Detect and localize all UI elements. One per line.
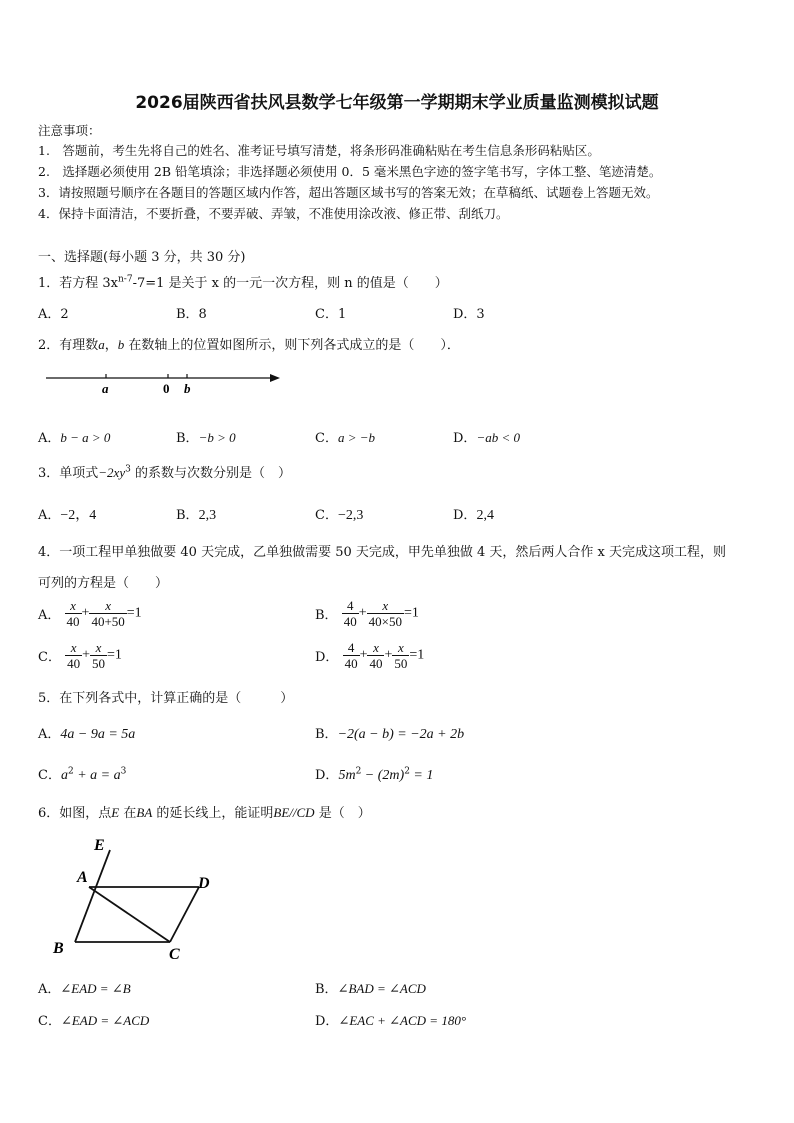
q1-text-b: -7=1 是关于 x 的一元一次方程，则 n 的值是（ ） <box>132 276 448 291</box>
q3-exponent: 3 <box>125 464 131 475</box>
q3-option-d: D．2,4 <box>453 508 494 523</box>
label-D: D <box>198 875 210 892</box>
q5-option-d: D．$5m^2 - (2m)^2 = 1$ <box>315 766 434 783</box>
label-b: b <box>184 381 191 396</box>
label-zero: 0 <box>163 381 170 396</box>
q6-option-c: C．∠EAD = ∠ACD <box>38 1013 150 1029</box>
number-line-arrow <box>270 374 280 382</box>
label-B: B <box>53 940 64 957</box>
q2-var-a: a <box>98 337 105 352</box>
q3-option-a: A．−2，4 <box>38 508 97 523</box>
label-E: E <box>94 837 105 854</box>
question-4-line1: 4．一项工程甲单独做要 40 天完成，乙单独做需要 50 天完成，甲先单独做 4 天，然后两人合作 x 天完成这项工程，则 <box>38 545 727 560</box>
q3-option-b: B．2,3 <box>176 508 217 523</box>
note-item-3: 3．请按照题号顺序在各题目的答题区域内作答，超出答题区域书写的答案无效；在草稿纸、试题卷上答题无效。 <box>38 185 659 200</box>
q4-option-a: A． $\frac{x}{40}$ + $\frac{x}{40+50}$ =1 <box>38 598 142 629</box>
q2-text-c: 在数轴上的位置如图所示，则下列各式成立的是（ ）． <box>124 338 460 353</box>
line-DC <box>170 887 199 942</box>
section-heading: 一、选择题(每小题 3 分，共 30 分) <box>38 250 246 265</box>
q1-option-b: B．8 <box>176 307 207 322</box>
q2-option-c: C．a > −b <box>315 430 375 446</box>
q2-var-b: b <box>117 337 125 352</box>
q6-option-b: B．∠BAD = ∠ACD <box>315 981 426 997</box>
q2-text-b: ， <box>104 338 118 353</box>
q6-option-d: D．∠EAC + ∠ACD = 180° <box>315 1013 467 1029</box>
q5-option-c: C．$a^2 + a = a^3$ <box>38 766 127 783</box>
q4-option-b: B． $\frac{4}{40}$ + $\frac{x}{40\times 50}$ =1 <box>315 598 419 629</box>
label-a: a <box>102 381 109 396</box>
label-C: C <box>169 946 180 963</box>
q5-option-b: B．−2(a − b) = −2a + 2b <box>315 727 465 742</box>
number-line-figure <box>44 368 284 398</box>
question-1 <box>38 272 448 291</box>
q4-option-d: D． $\frac{4}{40}$ + $\frac{x}{40}$ + $\frac{x}{50}$ =1 <box>315 640 425 671</box>
q1-option-c: C．1 <box>315 307 347 322</box>
q3-monomial: −2xy <box>98 465 126 480</box>
question-2 <box>38 334 460 353</box>
q3-option-c: C．−2,3 <box>315 508 364 523</box>
note-item-4: 4．保持卡面清洁，不要折叠，不要弄破、弄皱，不准使用涂改液、修正带、刮纸刀。 <box>38 206 509 221</box>
parallelogram-figure <box>44 832 229 967</box>
q1-exponent: n-7 <box>118 274 133 285</box>
q3-text-b: 的系数与次数分别是（ ） <box>130 466 291 481</box>
note-item-2: 2. 选择题必须使用 2B 铅笔填涂；非选择题必须使用 0．5 毫米黑色字迹的签字笔书写，字体工整、笔迹清楚。 <box>38 164 662 179</box>
q2-text-a: 2．有理数 <box>38 338 99 353</box>
label-A: A <box>77 869 88 886</box>
note-item-1: 1. 答题前，考生先将自己的姓名、准考证号填写清楚，将条形码准确粘贴在考生信息条形码粘贴区。 <box>38 143 600 158</box>
q1-option-a: A．2 <box>38 307 69 322</box>
q6-option-a: A．∠EAD = ∠B <box>38 981 131 997</box>
q1-text-a: 1．若方程 3x <box>38 276 119 291</box>
question-6: 6．如图，点E 在BA 的延长线上，能证明BE//CD 是（ ） <box>38 805 371 821</box>
question-5: 5．在下列各式中，计算正确的是（ ） <box>38 691 294 706</box>
q4-option-c: C． $\frac{x}{40}$ + $\frac{x}{50}$ =1 <box>38 640 122 671</box>
q5-option-a: A．4a − 9a = 5a <box>38 727 136 742</box>
notes-heading: 注意事项： <box>38 123 101 138</box>
question-3 <box>38 462 291 481</box>
line-EB <box>75 850 110 942</box>
line-AC <box>89 887 170 942</box>
page-title: 2026届陕西省扶风县数学七年级第一学期期末学业质量监测模拟试题 <box>135 93 659 113</box>
q2-option-a: A．b − a > 0 <box>38 430 111 446</box>
q3-text-a: 3．单项式 <box>38 466 99 481</box>
q1-option-d: D．3 <box>453 307 485 322</box>
q2-option-d: D．−ab < 0 <box>453 430 520 446</box>
question-4-line2: 可列的方程是（ ） <box>38 576 169 591</box>
q2-option-b: B．−b > 0 <box>176 430 236 446</box>
